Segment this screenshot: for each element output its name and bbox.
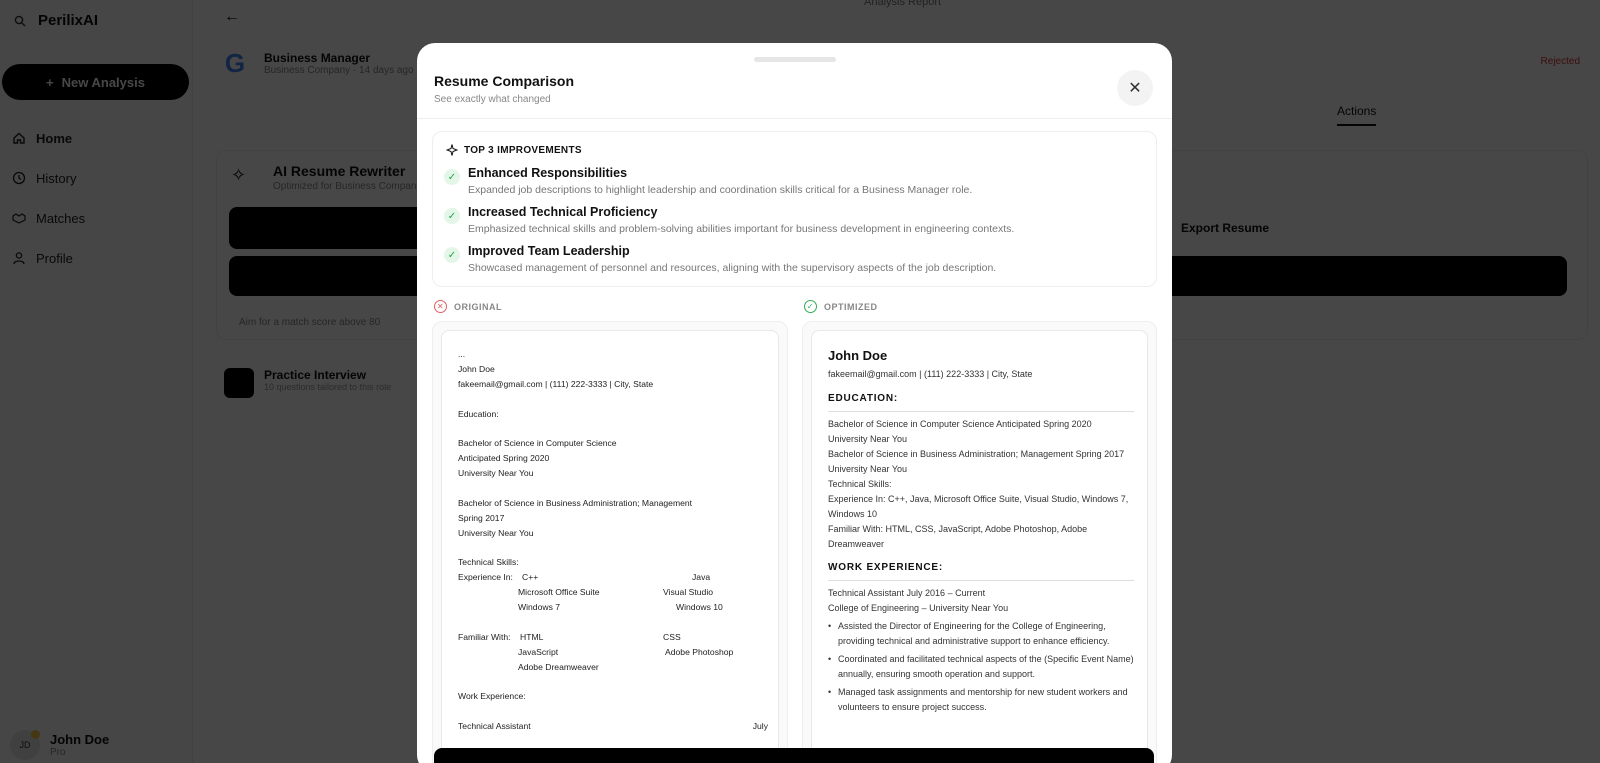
resume-line: Work Experience: xyxy=(458,691,526,702)
modal-title: Resume Comparison xyxy=(434,73,575,89)
close-icon: ✕ xyxy=(1128,80,1142,97)
skill: C++ xyxy=(522,572,539,583)
section-heading-work: WORK EXPERIENCE: xyxy=(828,560,1134,581)
skill: JavaScript xyxy=(518,646,559,657)
check-icon: ✓ xyxy=(444,169,460,185)
original-resume-pane[interactable] xyxy=(432,321,788,763)
skills-row xyxy=(458,585,768,600)
resume-line xyxy=(458,392,768,407)
bullet-item xyxy=(828,619,1134,649)
resume-blank-line xyxy=(458,704,768,719)
optimized-label xyxy=(804,300,878,313)
optimized-resume-page xyxy=(811,330,1148,763)
work-row xyxy=(458,719,768,734)
familiar-label: Familiar With: xyxy=(458,631,511,642)
skill: Adobe Photoshop xyxy=(665,646,734,657)
work-date: July xyxy=(752,721,768,732)
improvement-title: Improved Team Leadership xyxy=(468,244,630,258)
resume-blank-line xyxy=(458,615,768,630)
bullet-text: Managed task assignments and mentorship for new student workers and volunteers to ensure project success. xyxy=(838,687,1128,712)
improvement-title: Enhanced Responsibilities xyxy=(468,166,628,180)
resume-blank-line xyxy=(458,675,768,690)
resume-line: University Near You xyxy=(458,527,534,538)
resume-line: ... xyxy=(458,349,466,359)
resume-line: John Doe xyxy=(458,363,495,374)
skill: HTML xyxy=(520,631,544,642)
skills-row xyxy=(458,645,768,660)
check-icon: ✓ xyxy=(444,208,460,224)
resume-comparison-modal xyxy=(417,43,1172,763)
optimized-resume-pane[interactable] xyxy=(802,321,1157,763)
resume-line xyxy=(458,481,768,496)
resume-line: Education: xyxy=(458,408,499,419)
section-heading-education: EDUCATION: xyxy=(828,391,1134,412)
bullet-text: Coordinated and facilitated technical aspects of the (Specific Event Name) annually, ensuring smooth operation and support. xyxy=(838,654,1134,679)
optimized-resume-text xyxy=(828,347,1134,715)
resume-line: Technical Skills: xyxy=(458,557,519,568)
skill: CSS xyxy=(663,631,681,642)
bullet-item xyxy=(828,685,1134,715)
skill: Windows 7 xyxy=(518,602,561,613)
improvement-title: Increased Technical Proficiency xyxy=(468,205,658,219)
resume-line: Bachelor of Science in Business Administration; Management xyxy=(458,497,693,508)
bullet-dot: • xyxy=(828,621,832,631)
resume-line: Bachelor of Science in Computer Science xyxy=(458,438,617,449)
resume-line: University Near You xyxy=(828,434,908,444)
resume-line: Bachelor of Science in Business Administration; Management Spring 2017 xyxy=(828,449,1125,459)
original-label-text: ORIGINAL xyxy=(454,301,502,312)
bullet-item xyxy=(828,652,1134,682)
sparkles-icon xyxy=(446,144,458,156)
check-icon: ✓ xyxy=(444,247,460,263)
drag-handle[interactable] xyxy=(754,57,836,62)
original-resume-page xyxy=(441,330,779,763)
resume-line: Experience In: C++, Java, Microsoft Office Suite, Visual Studio, Windows 7, Windows 10 xyxy=(828,494,1129,519)
resume-line: Spring 2017 xyxy=(458,512,505,523)
skill: Microsoft Office Suite xyxy=(518,587,600,598)
work-title: Technical Assistant xyxy=(458,721,531,732)
experience-label: Experience In: xyxy=(458,572,513,583)
skill: Java xyxy=(692,572,711,583)
improvements-heading-label: TOP 3 IMPROVEMENTS xyxy=(464,144,582,156)
skills-row xyxy=(458,660,768,675)
x-circle-icon: ✕ xyxy=(434,300,447,313)
skill: Windows 10 xyxy=(676,602,723,613)
resume-line: fakeemail@gmail.com | (111) 222-3333 | City, State xyxy=(458,378,654,389)
resume-line: Bachelor of Science in Computer Science Anticipated Spring 2020 xyxy=(828,419,1092,429)
improvement-desc: Emphasized technical skills and problem-solving abilities important for business development in engineering contexts. xyxy=(468,223,1015,235)
resume-line: Anticipated Spring 2020 xyxy=(458,453,550,464)
improvement-desc: Showcased management of personnel and resources, aligning with the supervisory aspects of the job description. xyxy=(468,262,997,274)
check-circle-icon: ✓ xyxy=(804,300,817,313)
original-resume-text xyxy=(458,347,768,734)
modal-subtitle: See exactly what changed xyxy=(434,94,551,105)
bullet-dot: • xyxy=(828,687,832,697)
skill: Visual Studio xyxy=(663,587,714,598)
improvements-card xyxy=(432,131,1157,287)
resume-line xyxy=(458,541,768,556)
resume-line: College of Engineering – University Near You xyxy=(828,603,1009,613)
bullet-dot: • xyxy=(828,654,832,664)
apply-changes-button[interactable] xyxy=(434,748,1154,763)
resume-line: Technical Assistant July 2016 – Current xyxy=(828,588,986,598)
divider xyxy=(417,118,1172,119)
improvements-heading xyxy=(446,144,582,156)
close-button[interactable] xyxy=(1117,70,1153,106)
skills-row xyxy=(458,600,768,615)
original-label xyxy=(434,300,502,313)
bullet-text: Assisted the Director of Engineering for the College of Engineering, providing technical and administrative support to enhance efficiency. xyxy=(838,621,1110,646)
improvement-desc: Expanded job descriptions to highlight leadership and coordination skills critical for a Business Manager role. xyxy=(468,184,973,196)
resume-line: Familiar With: HTML, CSS, JavaScript, Adobe Photoshop, Adobe Dreamweaver xyxy=(828,524,1088,549)
resume-line xyxy=(458,421,768,436)
optimized-label-text: OPTIMIZED xyxy=(824,301,878,312)
skills-row xyxy=(458,630,768,645)
resume-contact: fakeemail@gmail.com | (111) 222-3333 | City, State xyxy=(828,369,1033,379)
skill: Adobe Dreamweaver xyxy=(518,661,599,672)
resume-name: John Doe xyxy=(828,348,888,363)
skills-row xyxy=(458,570,768,585)
resume-line: University Near You xyxy=(828,464,908,474)
resume-line: Technical Skills: xyxy=(828,479,892,489)
resume-line: University Near You xyxy=(458,468,534,479)
